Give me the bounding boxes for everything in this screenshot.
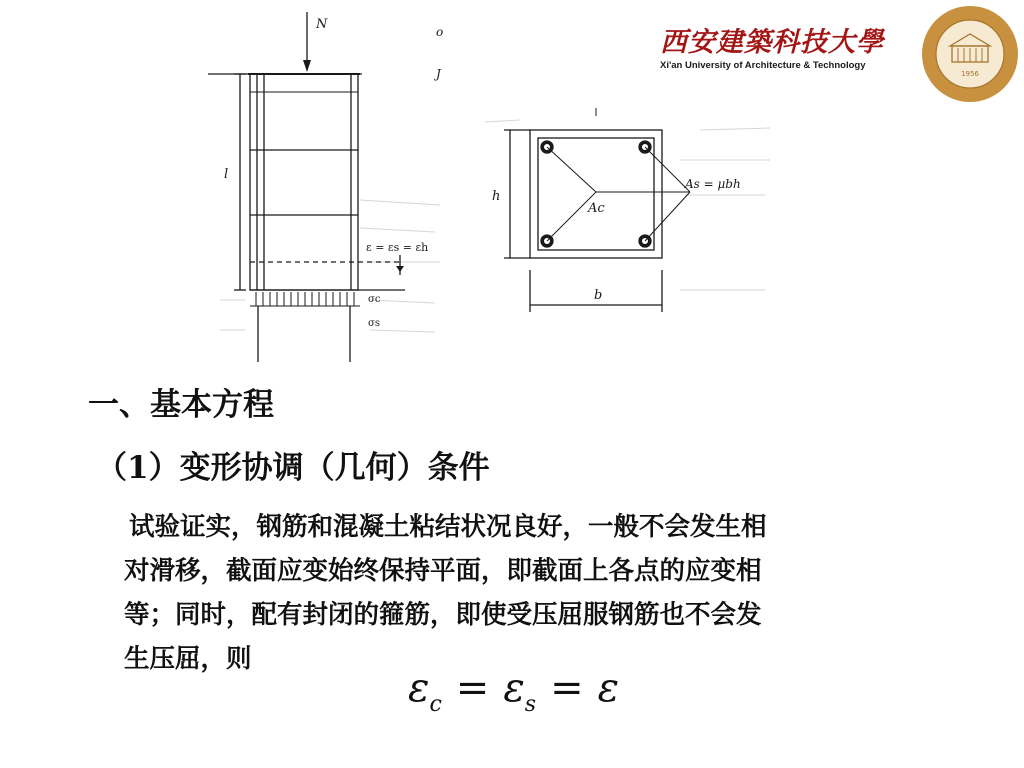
stress-steel-label: σs	[368, 318, 380, 329]
load-label: N	[316, 17, 328, 32]
epsilon-symbol: ε	[503, 665, 525, 711]
length-label: l	[224, 167, 229, 182]
scan-bleed-marks	[485, 120, 770, 290]
subsection-heading: （1）变形协调（几何）条件	[96, 450, 490, 486]
university-seal-icon	[920, 4, 1020, 104]
section-heading: 一、基本方程	[88, 387, 274, 423]
stress-concrete-label: σc	[368, 294, 381, 305]
height-label: h	[492, 189, 501, 204]
equals-sign: =	[455, 665, 490, 711]
side-mark-j: J	[436, 67, 441, 81]
column-loading-diagram	[200, 0, 455, 368]
stress-arrows	[250, 292, 360, 306]
paragraph-line: 试验证实，钢筋和混凝土粘结状况良好，一般不会发生相	[129, 512, 767, 542]
strain-equation	[408, 660, 619, 716]
subscript-c: c	[429, 692, 442, 717]
paragraph-line: 对滑移，截面应变始终保持平面，即截面上各点的应变相	[124, 556, 762, 586]
university-name-en: Xi'an University of Architecture & Technology	[660, 60, 866, 71]
paragraph-line: 等；同时，配有封闭的箍筋，即使受压屈服钢筋也不会发	[124, 600, 762, 630]
seal-year: 1956	[961, 70, 979, 78]
concrete-area-label: Ac	[588, 201, 605, 216]
scan-bleed-marks	[220, 200, 440, 332]
width-label: b	[594, 288, 603, 303]
university-name-cn: 西安建築科技大學	[660, 27, 884, 58]
strain-label: ε = εs = εh	[366, 241, 429, 254]
column-body	[250, 74, 358, 290]
equals-sign: =	[550, 665, 584, 711]
side-mark-o: o	[436, 25, 444, 39]
body-paragraph	[124, 505, 994, 681]
steel-area-label: As = μbh	[685, 177, 741, 191]
paragraph-line: 生压屈，则	[124, 644, 252, 674]
subscript-s: s	[524, 692, 537, 717]
epsilon-symbol: ε	[408, 665, 430, 711]
cross-section-diagram	[480, 100, 780, 315]
epsilon-symbol: ε	[597, 665, 620, 711]
